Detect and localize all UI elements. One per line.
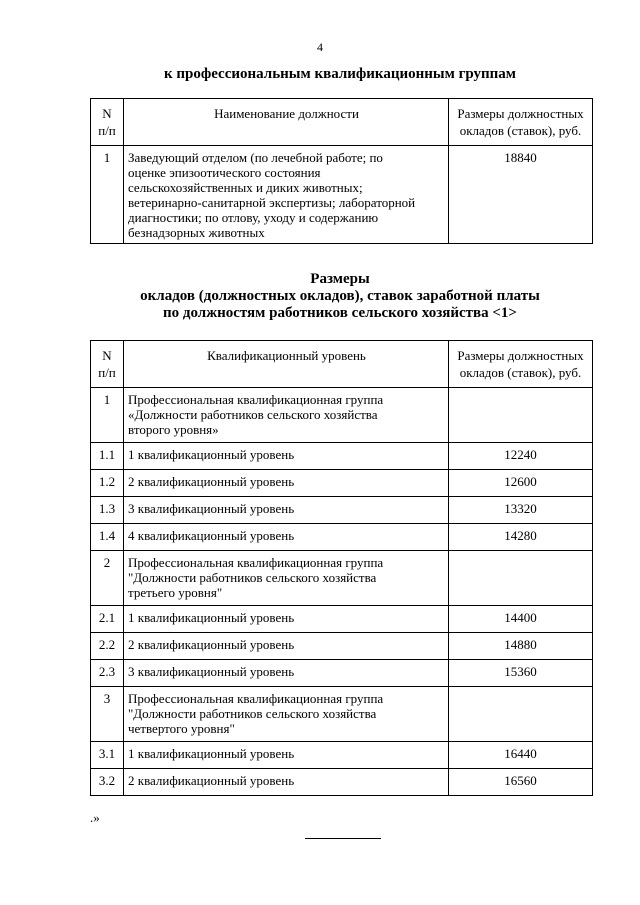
- table2-header-row: [91, 341, 593, 388]
- closing-quote: .»: [90, 810, 100, 825]
- row-num: 1: [91, 146, 124, 244]
- table-row: [91, 146, 593, 244]
- row-num: 1: [91, 388, 124, 443]
- row-salary: 13320: [449, 497, 593, 524]
- table-row: [91, 497, 593, 524]
- header-salary: Размеры должностных окладов (ставок), руб.: [449, 341, 593, 388]
- row-level-name: 1 квалификационный уровень: [124, 443, 449, 470]
- row-group-name: Профессиональная квалификационная группа "Должности работников сельского хозяйства четвертого уровня": [124, 687, 449, 742]
- salary-levels-table: [90, 340, 593, 796]
- table-row: [91, 470, 593, 497]
- table-row: [91, 687, 593, 742]
- row-num: 2.1: [91, 606, 124, 633]
- table-row: [91, 388, 593, 443]
- row-position-name: Заведующий отделом (по лечебной работе; по оценке эпизоотического состояния сельскохозяйственных и диких животных; ветеринарно-санитарной экспертизы; лабораторной диагностики; по отлову, уходу и содержанию безнадзорных животных: [124, 146, 449, 244]
- positions-table: [90, 98, 593, 244]
- page-number: 4: [317, 40, 323, 54]
- row-salary: 14880: [449, 633, 593, 660]
- table-row: [91, 660, 593, 687]
- row-num: 1.1: [91, 443, 124, 470]
- row-salary: 16560: [449, 769, 593, 796]
- row-num: 3: [91, 687, 124, 742]
- row-group-name: Профессиональная квалификационная группа "Должности работников сельского хозяйства третьего уровня": [124, 551, 449, 606]
- row-num: 1.4: [91, 524, 124, 551]
- row-salary: 14280: [449, 524, 593, 551]
- table1-heading: к профессиональным квалификационным группам: [163, 66, 517, 82]
- table-row: [91, 633, 593, 660]
- table1-header-row: [91, 99, 593, 146]
- row-salary: 14400: [449, 606, 593, 633]
- row-num: 2: [91, 551, 124, 606]
- header-position-name: Наименование должности: [124, 99, 449, 146]
- row-level-name: 2 квалификационный уровень: [124, 633, 449, 660]
- table-row: [91, 769, 593, 796]
- row-num: 1.2: [91, 470, 124, 497]
- table-row: [91, 524, 593, 551]
- row-num: 1.3: [91, 497, 124, 524]
- row-salary: 12240: [449, 443, 593, 470]
- row-level-name: 1 квалификационный уровень: [124, 742, 449, 769]
- row-level-name: 1 квалификационный уровень: [124, 606, 449, 633]
- row-num: 3.2: [91, 769, 124, 796]
- header-salary: Размеры должностных окладов (ставок), руб.: [449, 99, 593, 146]
- row-num: 3.1: [91, 742, 124, 769]
- row-level-name: 2 квалификационный уровень: [124, 470, 449, 497]
- row-level-name: 3 квалификационный уровень: [124, 660, 449, 687]
- row-num: 2.3: [91, 660, 124, 687]
- header-qualification-level: Квалификационный уровень: [124, 341, 449, 388]
- row-num: 2.2: [91, 633, 124, 660]
- row-salary: [449, 388, 593, 443]
- row-level-name: 3 квалификационный уровень: [124, 497, 449, 524]
- row-group-name: Профессиональная квалификационная группа «Должности работников сельского хозяйства второго уровня»: [124, 388, 449, 443]
- header-num: N п/п: [91, 99, 124, 146]
- table-row: [91, 443, 593, 470]
- row-salary: 15360: [449, 660, 593, 687]
- row-salary: 18840: [449, 146, 593, 244]
- table2-heading: Размеры окладов (должностных окладов), ставок заработной платы по должностям работников сельского хозяйства <1>: [140, 271, 540, 321]
- row-level-name: 2 квалификационный уровень: [124, 769, 449, 796]
- row-salary: 16440: [449, 742, 593, 769]
- row-level-name: 4 квалификационный уровень: [124, 524, 449, 551]
- table-row: [91, 742, 593, 769]
- row-salary: 12600: [449, 470, 593, 497]
- row-salary: [449, 687, 593, 742]
- footnote-divider: [305, 838, 381, 839]
- table-row: [91, 606, 593, 633]
- header-num: N п/п: [91, 341, 124, 388]
- table-row: [91, 551, 593, 606]
- row-salary: [449, 551, 593, 606]
